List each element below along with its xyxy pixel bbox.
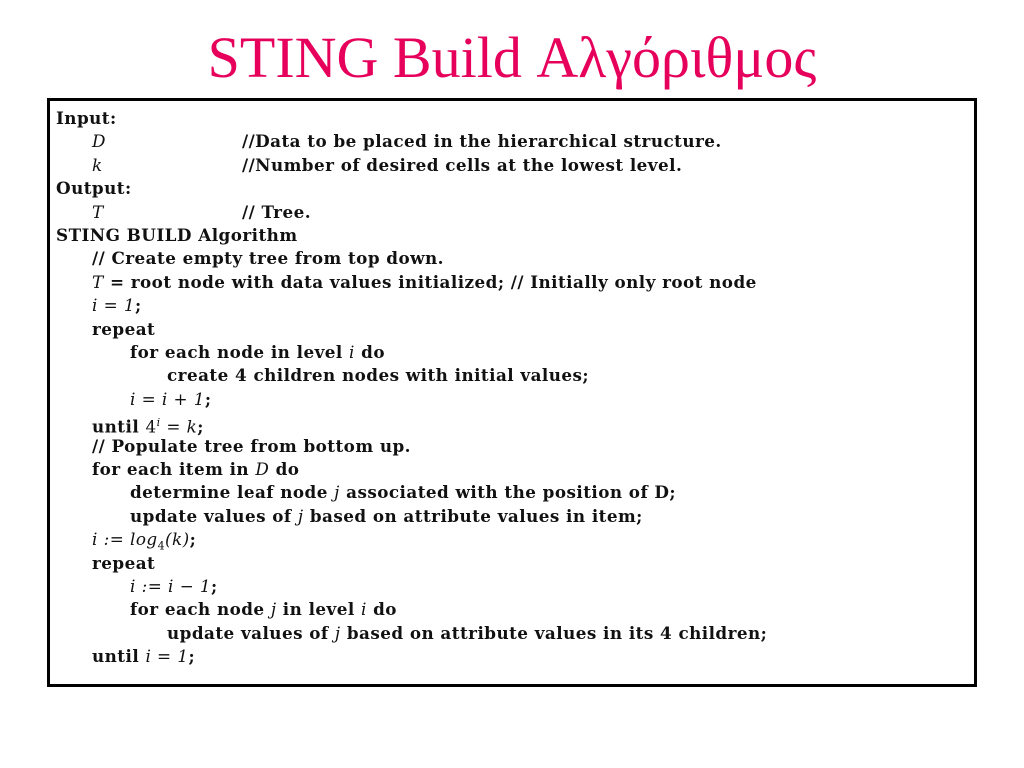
for-each-node-do: do — [366, 599, 397, 620]
init-i-expr: i = 1 — [92, 295, 136, 316]
algorithm-name: STING BUILD Algorithm — [56, 225, 298, 245]
comment-top-down: // Create empty tree from top down. — [92, 248, 444, 269]
update-item-var: j — [297, 505, 304, 526]
until-i1-expr: i = 1 — [145, 646, 189, 667]
comment-bottom-up: // Populate tree from bottom up. — [92, 435, 411, 456]
repeat-keyword-1: repeat — [92, 318, 156, 339]
log-base: 4 — [157, 539, 166, 553]
log-arg: (k) — [165, 529, 190, 550]
slide-title: STING Build Αλγόριθμος — [207, 25, 817, 90]
update-item-rest: based on attribute values in item; — [303, 505, 643, 526]
for-each-level-do: do — [354, 342, 385, 362]
for-each-node-var-i: i — [360, 599, 367, 620]
repeat-keyword-2: repeat — [92, 552, 156, 573]
var-k: k — [92, 154, 103, 175]
decrement-i-semicolon: ; — [211, 576, 218, 596]
until-keyword-1: until — [92, 416, 146, 437]
until-semicolon-1: ; — [197, 416, 204, 437]
create-children-line: create 4 children nodes with initial values; — [167, 365, 590, 386]
root-node-text: = root node with data values initialized; // Initially only root node — [103, 271, 757, 292]
for-each-node-text: for each node — [130, 599, 271, 620]
log-line — [92, 528, 968, 551]
algorithm-box — [47, 98, 977, 687]
until-exponent: i — [156, 416, 161, 430]
until-semicolon-2: ; — [188, 646, 196, 667]
for-each-level-var: i — [349, 342, 355, 362]
until-eq-k: = k — [160, 416, 198, 437]
input-d-line — [92, 130, 968, 153]
var-t: T — [92, 201, 104, 222]
init-i-semicolon: ; — [135, 295, 142, 316]
decrement-i-expr: i := i − 1 — [130, 576, 212, 596]
input-k-comment: //Number of desired cells at the lowest level. — [242, 154, 683, 175]
determine-leaf-text: determine leaf node — [130, 482, 335, 503]
for-each-item-var: D — [255, 459, 270, 479]
update-item-line — [130, 505, 968, 528]
for-each-item-line — [92, 458, 968, 481]
determine-leaf-line — [130, 481, 968, 504]
update-children-line — [167, 622, 968, 645]
log-expr: i := log — [92, 529, 158, 550]
update-children-rest: based on attribute values in its 4 children; — [340, 622, 768, 643]
var-d: D — [92, 131, 106, 152]
var-t-assign: T — [92, 271, 104, 292]
determine-leaf-var: j — [334, 482, 340, 503]
for-each-node-j-line — [130, 598, 968, 621]
update-children-var: j — [334, 622, 341, 643]
for-each-item-text: for each item in — [92, 459, 256, 479]
for-each-item-do: do — [269, 459, 300, 479]
output-t-line — [92, 201, 968, 224]
increment-i-line — [130, 388, 968, 411]
log-semicolon: ; — [189, 529, 197, 550]
init-i-line — [92, 294, 968, 317]
until-i1-line — [92, 645, 968, 668]
input-label: Input: — [56, 108, 117, 128]
update-item-text: update values of — [130, 505, 298, 526]
output-label: Output: — [56, 178, 132, 199]
for-each-level-text: for each node in level — [130, 342, 350, 362]
output-t-comment: // Tree. — [242, 201, 312, 222]
decrement-i-line — [130, 575, 968, 598]
until-keyword-2: until — [92, 646, 146, 667]
for-each-level-line — [130, 341, 968, 364]
determine-leaf-rest: associated with the position of D; — [339, 482, 677, 503]
update-children-text: update values of — [167, 622, 335, 643]
for-each-node-level: in level — [276, 599, 361, 620]
input-d-comment: //Data to be placed in the hierarchical structure. — [242, 131, 722, 152]
input-k-line — [92, 154, 968, 177]
root-node-line — [92, 271, 968, 294]
increment-i-semicolon: ; — [204, 388, 212, 409]
increment-i-expr: i = i + 1 — [130, 388, 205, 409]
for-each-node-var-j: j — [270, 599, 277, 620]
until-base: 4 — [145, 416, 157, 437]
until-4i-line — [92, 411, 968, 437]
